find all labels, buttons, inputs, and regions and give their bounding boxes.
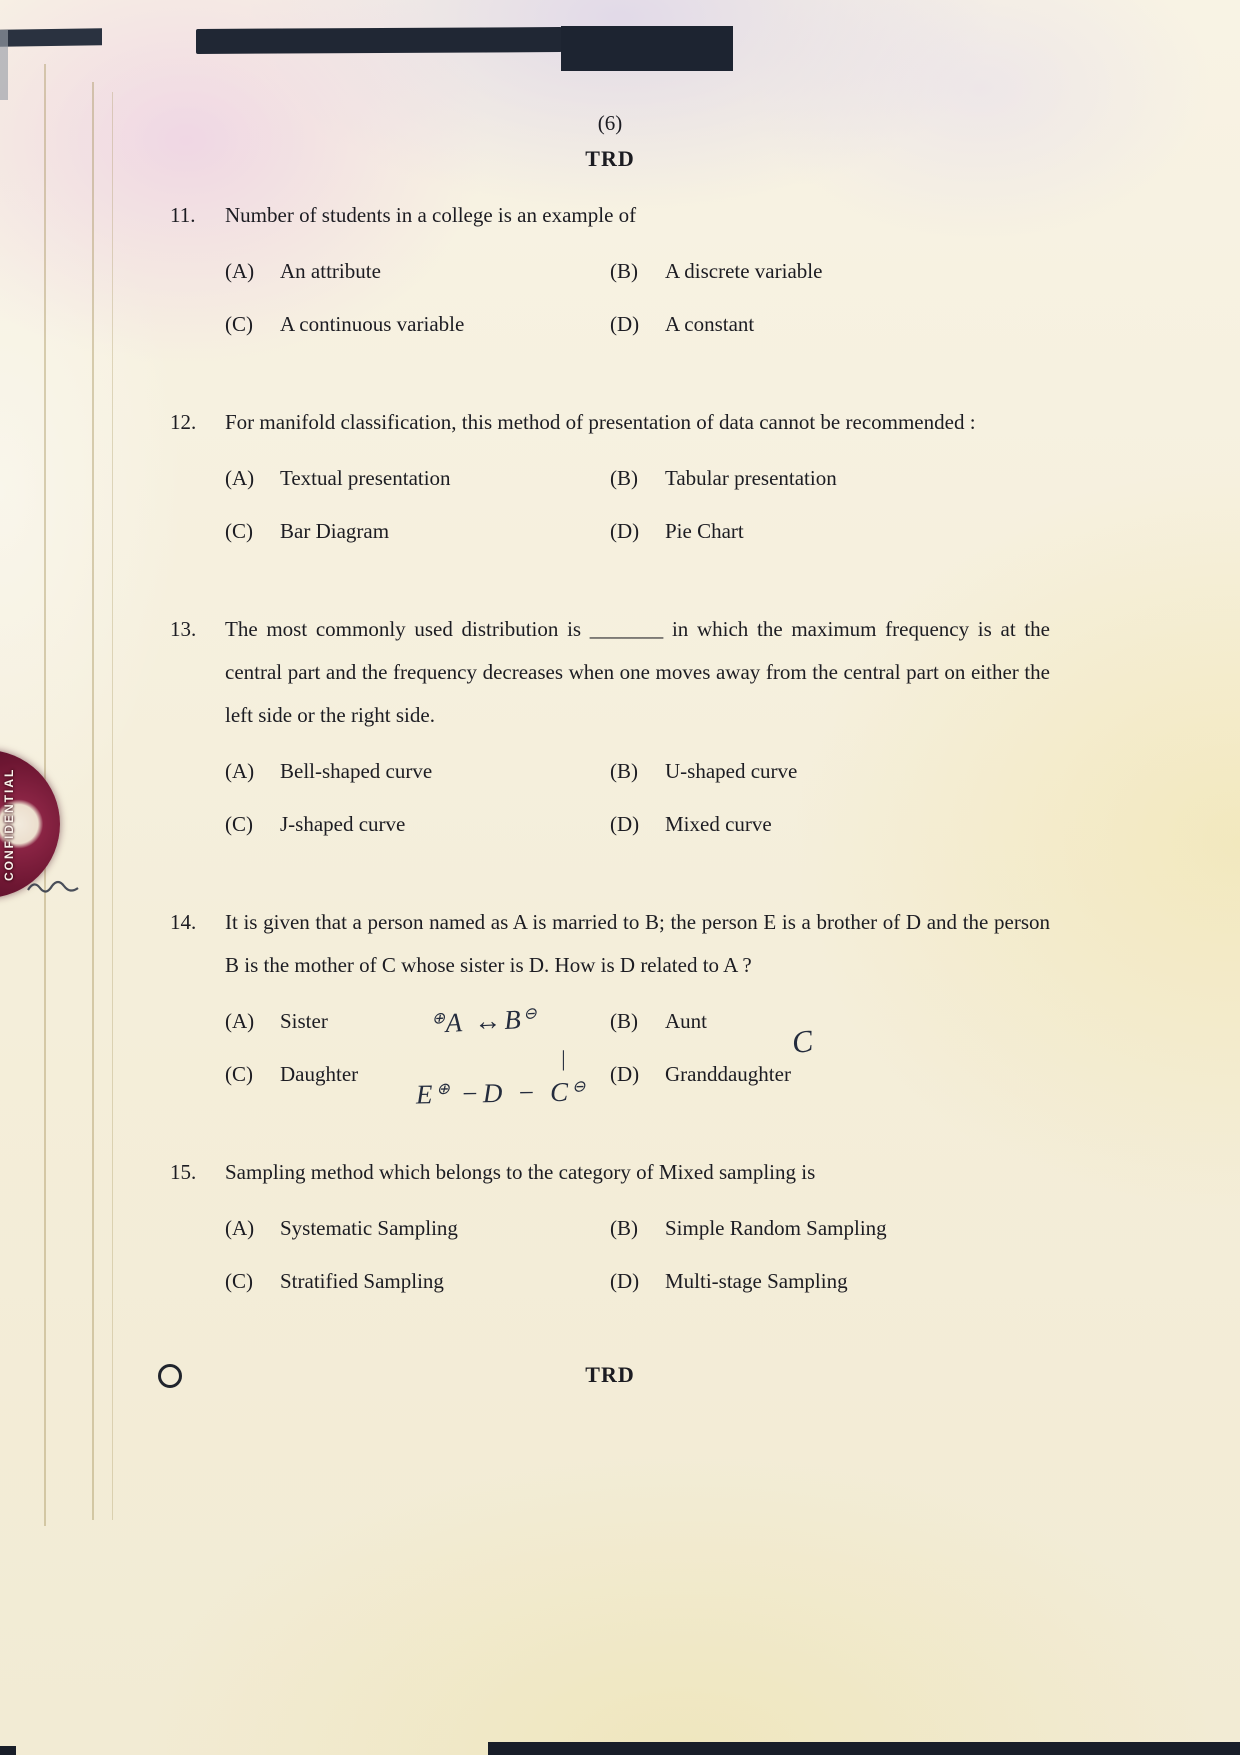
option-letter: (D) [610, 519, 640, 543]
page-number: (6) [597, 111, 623, 135]
scan-artifact-bottom-left [0, 1746, 16, 1755]
scan-artifact-top-right [561, 26, 733, 71]
header-code: TRD [585, 146, 635, 171]
option-text: Tabular presentation [665, 466, 837, 490]
scan-artifact-top-left [0, 28, 102, 46]
option-letter: (C) [225, 1062, 253, 1086]
question-15 [170, 1151, 1050, 1308]
option-text: U-shaped curve [665, 759, 798, 783]
question-body [225, 401, 1050, 558]
option-letter: (B) [610, 759, 638, 783]
option-b [610, 745, 1050, 798]
option-b [610, 245, 1050, 298]
question-text: For manifold classification, this method of presentation of data cannot be recommended : [225, 410, 976, 434]
options-grid [225, 745, 1050, 851]
option-text: Simple Random Sampling [665, 1216, 887, 1240]
option-letter: (A) [225, 466, 255, 490]
option-text: Pie Chart [665, 519, 744, 543]
option-text: Granddaughter [665, 1062, 791, 1086]
handwritten-person-c: − C [516, 1076, 573, 1108]
question-number: 14. [170, 910, 197, 934]
option-letter: (C) [225, 1269, 253, 1293]
scan-artifact-bottom [488, 1742, 1240, 1755]
handwritten-family-diagram-top [431, 1003, 538, 1039]
option-text: Daughter [280, 1062, 359, 1086]
option-text: A constant [665, 312, 755, 336]
option-text: Multi-stage Sampling [665, 1269, 848, 1293]
option-letter: (B) [610, 1216, 638, 1240]
options-grid [225, 245, 1050, 351]
option-c [225, 505, 610, 558]
option-text: A discrete variable [665, 259, 823, 283]
option-text: An attribute [280, 259, 381, 283]
option-letter: (C) [225, 812, 253, 836]
option-d [610, 1255, 1050, 1308]
option-letter: (A) [225, 1216, 255, 1240]
option-text: Aunt [665, 1009, 707, 1033]
options-grid [225, 452, 1050, 558]
option-letter: (C) [225, 519, 253, 543]
option-letter: (A) [225, 759, 255, 783]
scan-artifact-top-middle [196, 27, 562, 54]
option-d [610, 798, 1050, 851]
handwritten-connector-line: | [560, 1046, 567, 1071]
option-text: A continuous variable [280, 312, 465, 336]
option-b [610, 995, 1050, 1048]
option-letter: (C) [225, 312, 253, 336]
question-body [225, 901, 1050, 1101]
handwritten-plus-sign: ⊕ [436, 1080, 450, 1099]
option-d [610, 505, 1050, 558]
question-text: Sampling method which belongs to the category of Mixed sampling is [225, 1160, 816, 1184]
question-14 [170, 901, 1050, 1101]
option-letter: (B) [610, 259, 638, 283]
option-c [225, 1255, 610, 1308]
option-text: Bar Diagram [280, 519, 390, 543]
option-letter: (D) [610, 312, 640, 336]
option-a [225, 452, 610, 505]
option-text: Mixed curve [665, 812, 772, 836]
option-a [225, 245, 610, 298]
scan-edge-shadow [0, 30, 8, 100]
question-body [225, 1151, 1050, 1308]
question-number: 13. [170, 617, 197, 641]
option-letter: (A) [225, 1009, 255, 1033]
option-letter: (D) [610, 1269, 640, 1293]
circle-mark [158, 1364, 182, 1388]
handwritten-plus-sign: ⊕ [431, 1010, 446, 1028]
handwritten-minus-sign: ⊖ [571, 1078, 586, 1096]
option-letter: (B) [610, 466, 638, 490]
options-grid [225, 995, 1050, 1101]
ink-scribble [26, 872, 80, 903]
option-letter: (D) [610, 812, 640, 836]
page-content [170, 108, 1050, 1398]
option-text: Textual presentation [280, 466, 451, 490]
paper-fold-line [112, 92, 113, 1520]
question-text: It is given that a person named as A is married to B; the person E is a brother of D and the person B is the mother of C whose sister is D. How is D related to A ? [225, 910, 1050, 977]
question-text: Number of students in a college is an example of [225, 203, 637, 227]
question-11 [170, 194, 1050, 351]
footer-code: TRD [585, 1362, 635, 1387]
option-a [225, 745, 610, 798]
option-text: Stratified Sampling [280, 1269, 444, 1293]
handwritten-person-e: E [415, 1079, 437, 1110]
question-number: 11. [170, 203, 196, 227]
option-text: Sister [280, 1009, 328, 1033]
option-text: J-shaped curve [280, 812, 406, 836]
handwritten-person-b: B [503, 1003, 525, 1035]
option-c [225, 298, 610, 351]
handwritten-minus-sign: ⊖ [522, 1005, 538, 1023]
option-letter: (D) [610, 1062, 640, 1086]
option-a [225, 995, 610, 1048]
question-13 [170, 608, 1050, 851]
handwritten-person-a: A [444, 1007, 466, 1039]
stamp-label: CONFIDENTIAL [2, 767, 16, 881]
question-body [225, 194, 1050, 351]
question-number: 15. [170, 1160, 197, 1184]
options-grid [225, 1202, 1050, 1308]
paper-fold-line [92, 82, 94, 1520]
question-12 [170, 401, 1050, 558]
handwritten-person-d: −D [460, 1077, 507, 1109]
handwritten-marriage-arrow: ↔ [473, 1004, 505, 1037]
question-number: 12. [170, 410, 197, 434]
option-b [610, 1202, 1050, 1255]
option-letter: (A) [225, 259, 255, 283]
option-c [225, 798, 610, 851]
option-b [610, 452, 1050, 505]
question-body [225, 608, 1050, 851]
handwritten-letter-c-mark: C [789, 1022, 815, 1061]
option-d [610, 298, 1050, 351]
handwritten-family-diagram-bottom [416, 1077, 586, 1111]
option-d [610, 1048, 1050, 1101]
option-text: Bell-shaped curve [280, 759, 433, 783]
option-a [225, 1202, 610, 1255]
question-text: The most commonly used distribution is _______ in which the maximum frequency is at the central part and the frequency decreases when one moves away from the central part on either the left side or the right side. [225, 617, 1050, 727]
option-letter: (B) [610, 1009, 638, 1033]
footer [170, 1358, 1050, 1398]
option-text: Systematic Sampling [280, 1216, 458, 1240]
